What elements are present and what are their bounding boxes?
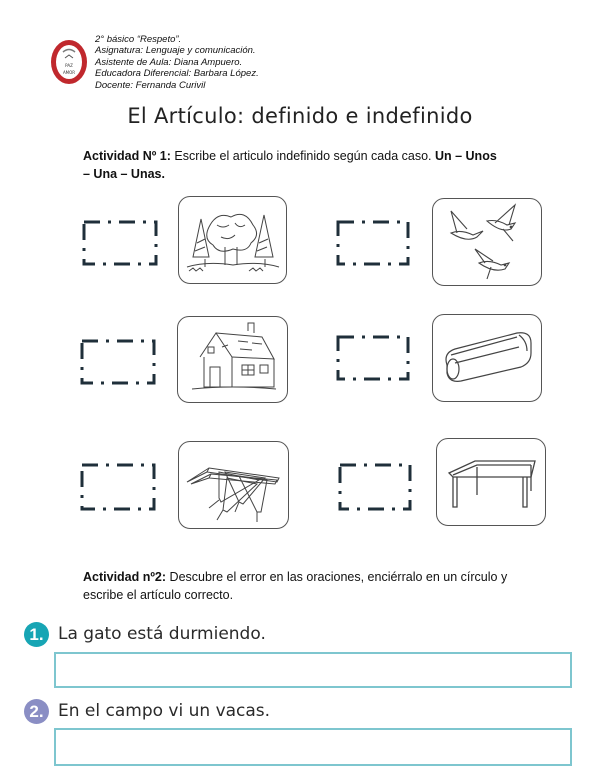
- answer-dash-box-5[interactable]: [78, 461, 160, 513]
- activity1-options-1: Un – Unos: [434, 149, 497, 163]
- activity1-instructions: [83, 147, 523, 183]
- activity1-text: Escribe el articulo indefinido según cada caso.: [170, 149, 435, 163]
- answer-dash-box-3[interactable]: [78, 337, 160, 387]
- activity1-options-2: – Una – Unas.: [83, 167, 165, 181]
- school-logo: [50, 38, 88, 86]
- forest-icon: [179, 197, 286, 283]
- answer-dash-box-6[interactable]: [336, 461, 416, 513]
- activity2-label: Actividad nº2:: [83, 570, 167, 584]
- house-icon: [178, 317, 287, 402]
- sentence-2-number-badge: 2.: [24, 699, 49, 724]
- header-line-course: 2° básico “Respeto”.: [95, 34, 182, 45]
- sentence-1-number-badge: 1.: [24, 622, 49, 647]
- header-line-teacher: Docente: Fernanda Curivil: [95, 79, 206, 91]
- activity2-instructions: [83, 568, 513, 604]
- svg-text:AMOR: AMOR: [62, 70, 76, 75]
- activity1-label: Actividad Nº 1:: [83, 149, 171, 163]
- page-title: El Artículo: definido e indefinido: [127, 104, 473, 128]
- answer-dash-box-2[interactable]: [334, 218, 414, 268]
- table-picture: [436, 438, 546, 526]
- header-info: [95, 34, 259, 91]
- sentence-2-text: En el campo vi un vacas.: [58, 701, 271, 721]
- header-line-assistant: Asistente de Aula: Diana Ampuero.: [95, 56, 243, 68]
- sentence-2-answer-box[interactable]: [54, 728, 572, 766]
- answer-dash-box-4[interactable]: [334, 333, 414, 383]
- header-line-educator: Educadora Diferencial: Barbara López.: [95, 68, 259, 80]
- birds-picture: [432, 198, 542, 286]
- answer-dash-box-1[interactable]: [80, 218, 162, 268]
- pencils-picture: [178, 441, 289, 529]
- activity2-text: Descubre el error en las oraciones, enciérralo en un círculo y escribe el artículo correcto.: [83, 570, 508, 602]
- forest-picture: [178, 196, 287, 284]
- house-picture: [177, 316, 288, 403]
- header-line-subject: Asignatura: Lenguaje y comunicación.: [95, 45, 256, 57]
- birds-icon: [433, 199, 541, 285]
- sentence-1-answer-box[interactable]: [54, 652, 572, 688]
- pencil-case-picture: [432, 314, 542, 402]
- sentence-1-text: La gato está durmiendo.: [58, 624, 266, 644]
- pencil-case-icon: [433, 315, 541, 401]
- svg-text:PAZ: PAZ: [65, 63, 73, 68]
- pencils-icon: [179, 442, 288, 528]
- table-icon: [437, 439, 545, 525]
